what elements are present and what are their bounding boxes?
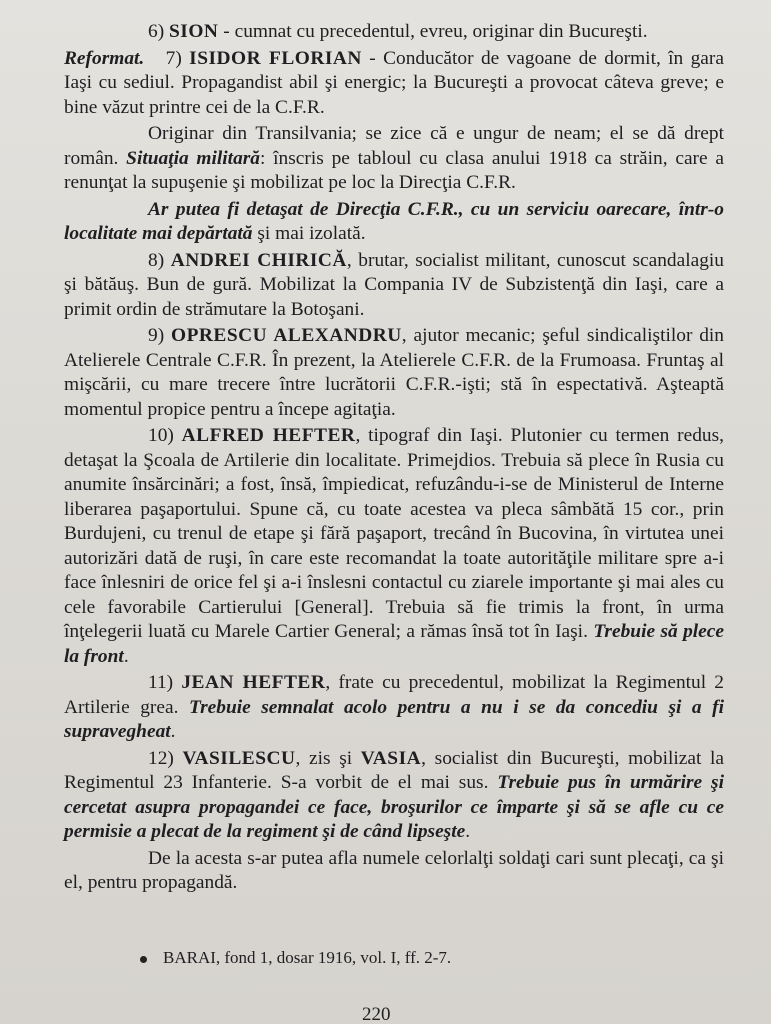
paragraph-text: : înscris pe tabloul cu clasa anului 1918 ca străin, care a renunţat la supuşenie şi mobilizat pe loc la Direcţia C.F.R. — [64, 147, 724, 193]
punctuation: . — [465, 821, 471, 842]
emphasis-text: Situaţia militară — [126, 147, 261, 169]
footnote — [140, 948, 451, 968]
entry-number: 8) — [148, 249, 165, 271]
entry-text: , zis şi — [295, 747, 361, 769]
entry-text: - Conducător de vagoane de dormit, în gara Iaşi cu sediul. Propagandist abil şi energic; la Bucureşti a provocat câteva greve; e bine văzut printre cei de la C.F.R. — [64, 47, 724, 118]
emphasis-text: Trebuie semnalat acolo pentru a nu i se da concediu şi a fi supravegheat — [64, 696, 725, 742]
entry-text: , frate cu precedentul, mobilizat la Regimentul 2 Artilerie grea. — [64, 672, 724, 718]
entry-number: 11) — [148, 672, 174, 693]
entry-number: 7) — [165, 47, 182, 69]
entry-number: 6) — [148, 21, 165, 42]
emphasis-text: Trebuie pus în urmărire şi cercetat asupra propagandei ce face, broşurilor ce împarte şi să se afle cu ce permisie a plecat de la regiment şi de când lipseşte — [64, 772, 724, 842]
paragraph-text: Originar din Transilvania; se zice că e ungur de neam; el se dă drept român. — [64, 123, 724, 169]
entry-alias: VASIA — [360, 747, 422, 769]
entry-text: - cumnat cu precedentul, evreu, originar din Bucureşti. — [218, 21, 648, 42]
emphasis-text: Reformat. — [64, 47, 145, 69]
punctuation: . — [123, 645, 129, 667]
entry-text: , tipograf din Iaşi. Plutonier cu termen redus, detaşat la Şcoala de Artilerie din localitate. Primejdios. Trebuia să plece în Rusia cu anumite însărcinări; a fost, însă, împiedicat, refuzându-i-se de Ministerul de Interne liberarea paşaportului. Spune că, cu toate acestea va pleca sâmbătă 15 cor., prin Burdujeni, cu trenul de etape şi fără paşaport, trecând în Bucovina, în virtutea unei autorizări dată de ruşi, în care este recomandat la toate autorităţile militare spre a-i face înlesniri de orice fel şi a-i înslesni contactul cu ziarele importante şi mai ales cu cele favorabile Cartierului [General]. Trebuia să fie trimis la front, în urma înţelegerii luată cu Marele Cartier General; a rămas însă tot în Iaşi. — [64, 425, 724, 642]
entry-text: , socialist din Bucureşti, mobilizat la Regimentul 23 Infanterie. S-a vorbit de el mai sus. — [64, 747, 724, 793]
entry-name: ISIDOR FLORIAN — [189, 47, 362, 69]
entry-7-inline — [64, 48, 724, 118]
entry-name: SION — [169, 21, 219, 42]
entry-8 — [64, 249, 724, 323]
entry-6 — [64, 20, 724, 45]
entry-number: 9) — [148, 325, 165, 346]
entry-name: ANDREI CHIRICĂ — [170, 249, 347, 271]
entry-number: 12) — [148, 747, 174, 769]
footnote-text: BARAI, fond 1, dosar 1916, vol. I, ff. 2-7. — [163, 948, 452, 967]
entry-9 — [64, 324, 724, 422]
paragraph-recommendation — [64, 198, 724, 247]
entry-11 — [64, 671, 724, 745]
document-body — [64, 20, 724, 896]
paragraph-origin — [64, 122, 724, 196]
entry-name: JEAN HEFTER — [181, 672, 326, 693]
entry-name: ALFRED HEFTER — [181, 425, 356, 446]
entry-text: , brutar, socialist militant, cunoscut scandalagiu şi bătăuş. Bun de gură. Mobilizat la Compania IV de Subzistenţă din Iaşi, care a primit ordin de strămutare la Botoşani. — [64, 249, 724, 320]
punctuation: . — [170, 721, 176, 742]
entry-name: OPRESCU ALEXANDRU — [170, 325, 402, 346]
paragraph-text: De la acesta s-ar putea afla numele celorlalţi soldaţi cari sunt plecaţi, ca şi el, pentru propagandă. — [64, 847, 724, 893]
entry-number: 10) — [148, 425, 174, 446]
entry-name: VASILESCU — [182, 747, 296, 769]
entry-6-tail — [64, 47, 724, 121]
paragraph-text: şi mai izolată. — [252, 223, 366, 244]
entry-10 — [64, 424, 724, 669]
paragraph-closing — [64, 847, 724, 896]
page-number: 220 — [362, 1004, 391, 1024]
entry-12 — [64, 747, 724, 845]
emphasis-text: Trebuie să plece la front — [64, 621, 724, 667]
entry-text: , ajutor mecanic; şeful sindicaliştilor din Atelierele Centrale C.F.R. În prezent, la Atelierele C.F.R. de la Frumoasa. Fruntaş al mişcării, cu mare trecere între lucrătorii C.F.R.-işti; stă în espectativă. Aşteaptă momentul propice pentru a începe agitaţia. — [64, 325, 724, 420]
bullet-icon — [140, 956, 147, 963]
emphasis-text: Ar putea fi detaşat de Direcţia C.F.R., cu un serviciu oarecare, într-o localitate mai depărtată — [64, 198, 724, 244]
